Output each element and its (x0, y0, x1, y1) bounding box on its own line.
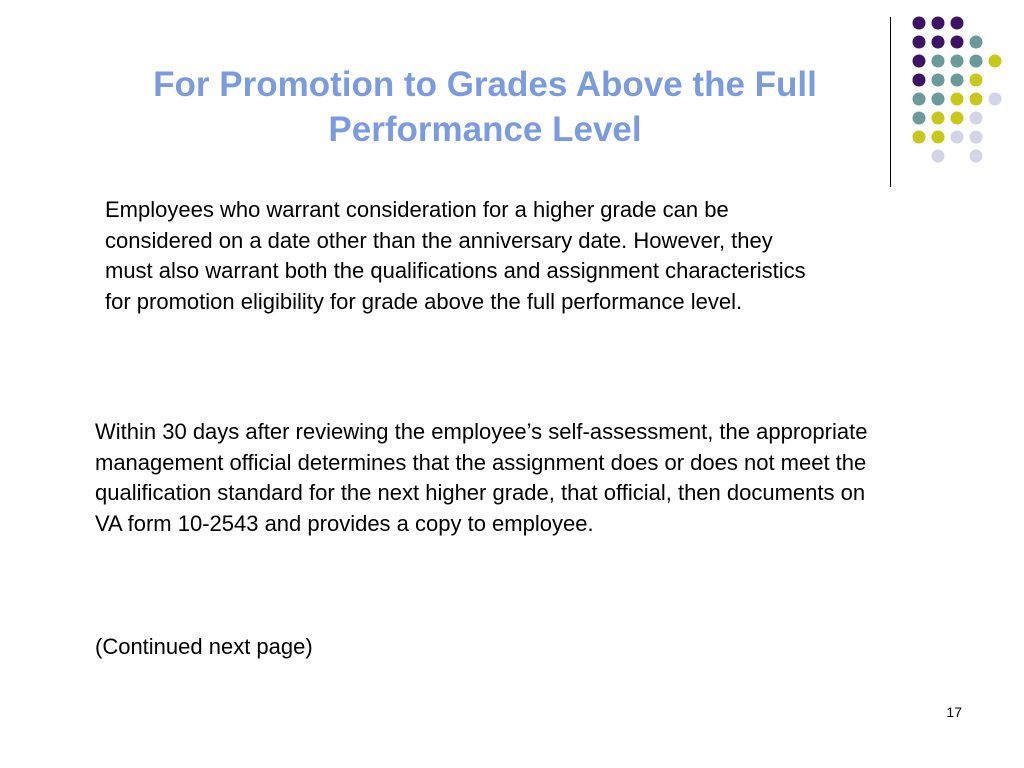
dot (970, 74, 983, 87)
continued-note: (Continued next page) (95, 634, 313, 659)
dot (970, 150, 983, 163)
dot (913, 55, 926, 68)
dot (970, 131, 983, 144)
dot (913, 93, 926, 106)
dot (913, 131, 926, 144)
dot (989, 55, 1002, 68)
body-paragraph-eligibility: Employees who warrant consideration for a higher grade can be considered on a date other than the anniversary date. However, they must also warrant both the qualifications and assignment characteristics for promotion eligibility for grade above the full performance level. (105, 197, 806, 314)
body-paragraph-review-process: Within 30 days after reviewing the employee’s self-assessment, the appropriate management official determines that the assignment does or does not meet the qualification standard for the next higher grade, that official, then documents on VA form 10-2543 and provides a copy to employee. (95, 419, 868, 536)
page-number: 17 (946, 704, 962, 720)
slide-title: For Promotion to Grades Above the Full Performance Level (153, 65, 817, 149)
dot (932, 55, 945, 68)
dot (913, 17, 926, 30)
dot (932, 74, 945, 87)
dot (970, 112, 983, 125)
dot (932, 131, 945, 144)
dot (932, 150, 945, 163)
dot (951, 131, 964, 144)
dot (951, 93, 964, 106)
dot (970, 36, 983, 49)
dot (932, 17, 945, 30)
dot (951, 36, 964, 49)
dot (951, 17, 964, 30)
dot (989, 93, 1002, 106)
dot (913, 36, 926, 49)
dot (970, 93, 983, 106)
dot (951, 112, 964, 125)
dot (913, 112, 926, 125)
dot (932, 36, 945, 49)
dot (970, 55, 983, 68)
dot (951, 74, 964, 87)
dot (951, 55, 964, 68)
dot (932, 112, 945, 125)
dot (932, 93, 945, 106)
dot (913, 74, 926, 87)
